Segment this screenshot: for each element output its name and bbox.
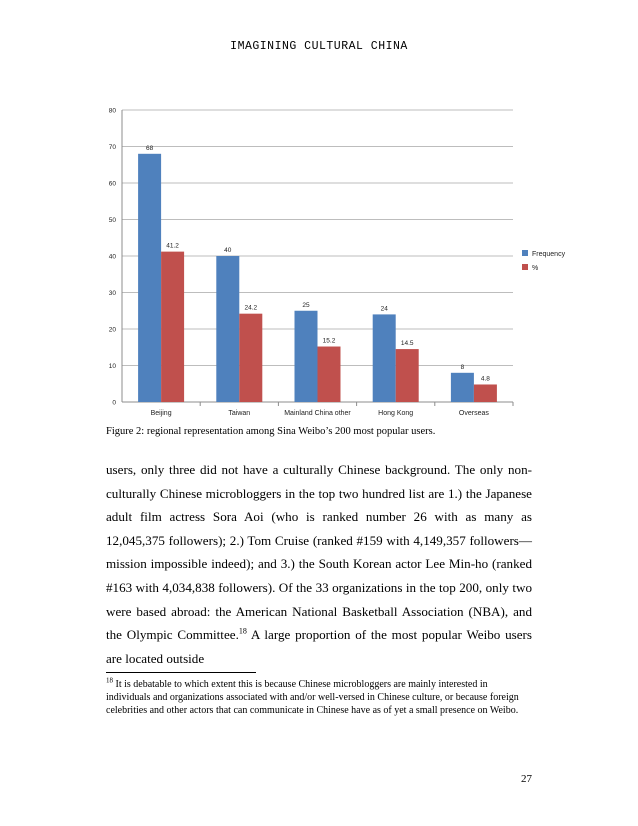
regional-bar-chart bbox=[98, 100, 578, 422]
bar bbox=[451, 373, 474, 402]
data-label: 24.2 bbox=[244, 304, 258, 312]
footnote-number: 18 bbox=[106, 676, 113, 685]
data-label: 4.8 bbox=[480, 375, 490, 383]
x-tick-label: Hong Kong bbox=[378, 410, 414, 417]
y-tick-label: 70 bbox=[108, 144, 116, 151]
y-tick-label: 10 bbox=[108, 363, 116, 370]
y-tick-label: 20 bbox=[108, 326, 116, 334]
bar bbox=[373, 314, 396, 402]
body-paragraph bbox=[106, 458, 532, 670]
data-label: 14.5 bbox=[400, 340, 414, 348]
bar bbox=[474, 384, 497, 402]
data-label: 68 bbox=[145, 144, 154, 152]
footnote-text: It is debatable to which extent this is because Chinese microbloggers are mainly interested in individuals and organizations associated with and/or well-versed in Chinese culture, or because foreign celebrities and other actors that can communicate in Chinese have as of yet a small presence on Weibo. bbox=[106, 679, 519, 716]
bar bbox=[216, 256, 239, 402]
bar bbox=[396, 349, 419, 402]
footnote-divider bbox=[106, 672, 256, 673]
running-head: IMAGINING CULTURAL CHINA bbox=[230, 40, 408, 53]
footnote-reference[interactable]: 18 bbox=[238, 626, 247, 636]
bar bbox=[318, 347, 341, 402]
body-text-part1: users, only three did not have a culturally Chinese background. The only non-culturally Chinese microbloggers in the top two hundred list are 1.) the Japanese adult film actress Sora Aoi (who is ranked number 26 with as many as 12,045,375 followers); 2.) Tom Cruise (ranked #159 with 4,149,357 followers—mission impossible indeed); and 3.) the South Korean actor Lee Min-ho (ranked #163 with 4,034,838 followers). Of the 33 organizations in the top 200, only two were based abroad: the American National Basketball Association (NBA), and the Olympic Committee. bbox=[106, 462, 532, 643]
figure-caption: Figure 2: regional representation among Sina Weibo’s 200 most popular users. bbox=[106, 426, 436, 437]
footnote bbox=[106, 678, 526, 717]
legend-label: % bbox=[532, 265, 539, 272]
data-label: 41.2 bbox=[166, 242, 179, 250]
data-label: 8 bbox=[460, 363, 465, 371]
x-tick-label: Beijing bbox=[150, 410, 172, 417]
y-tick-label: 0 bbox=[112, 399, 116, 407]
data-label: 24 bbox=[380, 305, 388, 313]
bar bbox=[161, 252, 184, 402]
legend-swatch bbox=[522, 250, 528, 256]
x-tick-label: Overseas bbox=[458, 410, 489, 417]
x-tick-label: Mainland China other bbox=[284, 410, 351, 417]
bar bbox=[239, 314, 262, 402]
data-label: 40 bbox=[224, 247, 232, 254]
data-label: 15.2 bbox=[322, 337, 336, 345]
data-label: 25 bbox=[302, 301, 310, 309]
x-tick-label: Taiwan bbox=[228, 410, 251, 417]
y-tick-label: 60 bbox=[108, 180, 116, 188]
legend-swatch bbox=[522, 264, 528, 270]
y-tick-label: 40 bbox=[108, 253, 116, 261]
y-tick-label: 50 bbox=[108, 217, 116, 224]
page-number: 27 bbox=[521, 773, 532, 785]
bar bbox=[295, 311, 318, 402]
body-text-part2: A large proportion of the most popular Weibo users are located outside bbox=[106, 627, 532, 666]
bar bbox=[138, 154, 161, 402]
y-tick-label: 30 bbox=[108, 290, 116, 297]
legend-label: Frequency bbox=[532, 251, 566, 258]
y-tick-label: 80 bbox=[108, 107, 116, 115]
